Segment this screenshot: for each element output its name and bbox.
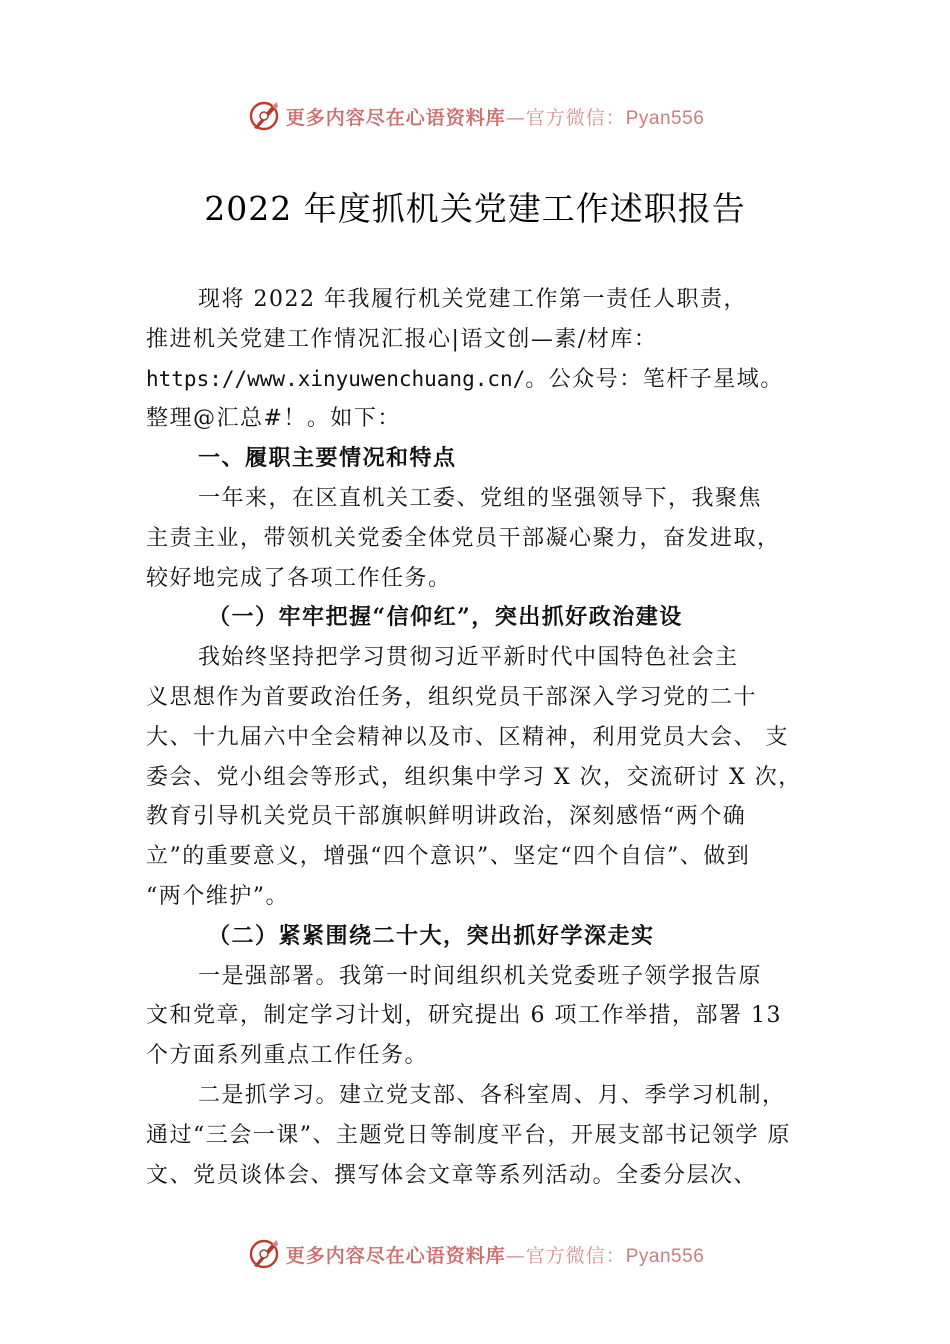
paragraph-line: “两个维护”。: [146, 883, 289, 909]
banner-wechat-id: Pyan556: [625, 1245, 705, 1267]
section-heading: 一、履职主要情况和特点: [198, 445, 457, 472]
banner-wechat-label: 官方微信：: [525, 106, 626, 129]
banner-library-text: 更多内容尽在心语资料库: [285, 106, 506, 129]
paragraph-line: 教育引导机关党员干部旗帜鲜明讲政治，深刻感悟“两个确: [146, 804, 747, 830]
intro-line: 现将 2022 年我履行机关党建工作第一责任人职责，: [198, 287, 747, 312]
paragraph-line: 通过“三会一课”、主题党日等制度平台，开展支部书记领学 原: [146, 1122, 791, 1148]
intro-line: 推进机关党建工作情况汇报心|语文创—素/材库：: [146, 326, 658, 352]
paragraph-line: 较好地完成了各项工作任务。: [146, 565, 452, 591]
source-url: https://www.xinyuwenchuang.cn/: [146, 366, 526, 391]
banner-dash: —: [505, 1244, 526, 1267]
banner-library-text: 更多内容尽在心语资料库: [285, 1244, 506, 1267]
paragraph-line: 我始终坚持把学习贯彻习近平新时代中国特色社会主: [198, 645, 739, 671]
subsection-heading: （一）牢牢把握“信仰红”，突出抓好政治建设: [208, 604, 683, 631]
paragraph-line: 委会、党小组会等形式，组织集中学习 X 次，交流研讨 X 次，: [146, 764, 802, 790]
quill-logo-icon: [246, 1236, 282, 1272]
subsection-heading: （二）紧紧围绕二十大，突出抓好学深走实: [208, 922, 655, 949]
paragraph-line: 文、党员谈体会、撰写体会文章等系列活动。全委分层次、: [146, 1162, 758, 1188]
banner-wechat-label: 官方微信：: [525, 1244, 626, 1267]
paragraph-line: 主责主业，带领机关党委全体党员干部凝心聚力，奋发进取，: [146, 525, 781, 551]
header-banner: [0, 96, 950, 136]
paragraph-line: 一是强部署。我第一时间组织机关党委班子领学报告原: [198, 963, 763, 989]
paragraph-line: 文和党章，制定学习计划，研究提出 6 项工作举措，部署 13: [146, 1003, 782, 1029]
banner-wechat-id: Pyan556: [625, 107, 705, 129]
paragraph-line: 一年来，在区直机关工委、党组的坚强领导下，我聚焦: [198, 485, 763, 511]
paragraph-line: 大、十九届六中全会精神以及市、区精神，利用党员大会、 支: [146, 724, 789, 750]
intro-line: [146, 360, 826, 400]
intro-line: 整理@汇总#！。如下：: [146, 406, 401, 432]
banner-dash: —: [505, 106, 526, 129]
document-body: [146, 280, 826, 1195]
paragraph-line: 义思想作为首要政治任务，组织党员干部深入学习党的二十: [146, 684, 758, 710]
paragraph-line: 二是抓学习。建立党支部、各科室周、月、季学习机制，: [198, 1082, 786, 1108]
paragraph-line: 立”的重要意义，增强“四个意识”、坚定“四个自信”、做到: [146, 844, 751, 870]
document-title: 2022 年度抓机关党建工作述职报告: [204, 189, 746, 228]
paragraph-line: 个方面系列重点工作任务。: [146, 1043, 429, 1069]
intro-line-tail: 。公众号：笔杆子星域。: [525, 366, 784, 392]
quill-logo-icon: [246, 98, 282, 134]
footer-banner: [0, 1234, 950, 1274]
